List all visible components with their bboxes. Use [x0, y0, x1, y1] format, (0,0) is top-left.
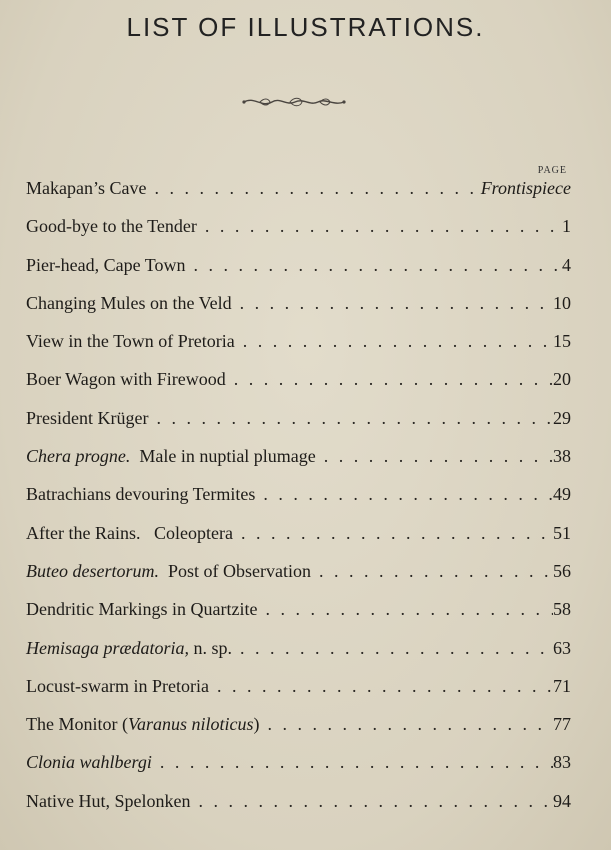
dot-leader — [186, 255, 562, 276]
list-item — [26, 293, 571, 331]
dot-leader — [197, 216, 562, 237]
illustration-title-part: View in the Town of Pretoria — [26, 331, 235, 352]
illustration-title-part: After the Rains. Coleoptera — [26, 522, 233, 543]
illustrations-list — [26, 178, 571, 829]
page-number: 15 — [553, 331, 571, 352]
illustration-title — [26, 331, 235, 352]
list-item — [26, 599, 571, 637]
illustration-title — [26, 216, 197, 237]
list-item — [26, 216, 571, 254]
illustration-title — [26, 676, 209, 697]
illustration-title-part: Varanus niloticus — [127, 714, 254, 735]
illustration-title-part: Makapan’s Cave — [26, 178, 147, 198]
illustration-title — [26, 791, 190, 812]
illustration-title-part: The Monitor ( — [26, 714, 128, 735]
list-item — [26, 446, 571, 484]
illustration-title-part: Clonia wahlbergi — [26, 752, 152, 773]
page-number: 29 — [553, 407, 571, 428]
illustration-title-part: Good-bye to the Tender — [26, 216, 197, 237]
dot-leader — [190, 791, 553, 812]
illustration-title — [26, 561, 311, 582]
list-item — [26, 178, 571, 216]
illustration-title — [26, 752, 152, 773]
illustration-title-part: n. sp. — [189, 637, 233, 658]
illustration-title-part: Boer Wagon with Firewood — [26, 369, 226, 390]
dot-leader — [260, 714, 554, 735]
illustration-title-part: Buteo desertorum. — [26, 560, 159, 581]
list-item — [26, 523, 571, 561]
page-number: 83 — [553, 752, 571, 773]
illustration-title-part: Chera progne. — [26, 446, 131, 467]
dot-leader — [255, 484, 553, 505]
page-number: 71 — [553, 675, 571, 696]
list-item — [26, 331, 571, 369]
page-number: 51 — [553, 522, 571, 543]
illustration-title-part: ) — [253, 714, 260, 735]
illustration-title — [26, 408, 148, 429]
illustration-title-part: Locust-swarm in Pretoria — [26, 675, 209, 696]
dot-leader — [311, 561, 553, 582]
page-number: 63 — [553, 637, 571, 658]
dot-leader — [232, 293, 553, 314]
dot-leader — [316, 446, 553, 467]
dot-leader — [152, 752, 553, 773]
page-number: 77 — [553, 714, 571, 735]
list-item — [26, 369, 571, 407]
illustration-title — [26, 446, 316, 467]
page-number: 20 — [553, 369, 571, 390]
illustration-title-part: Dendritic Markings in Quartzite — [26, 599, 258, 620]
illustration-title — [26, 293, 232, 314]
list-item — [26, 676, 571, 714]
illustration-title — [26, 255, 186, 276]
illustration-title — [26, 369, 226, 390]
list-item — [26, 255, 571, 293]
page-number: 38 — [553, 446, 571, 467]
list-item — [26, 791, 571, 829]
page-column-label: PAGE — [537, 165, 567, 176]
dot-leader — [209, 676, 553, 697]
illustration-title-part: Native Hut, Spelonken — [26, 790, 191, 811]
illustration-title-part: Male in nuptial plumage — [130, 446, 316, 467]
page-number: 4 — [562, 254, 571, 275]
dot-leader — [232, 638, 553, 659]
dot-leader — [233, 523, 553, 544]
illustration-title — [26, 178, 146, 199]
page-number: 58 — [553, 599, 571, 620]
illustration-title-part: Hemisaga prædatoria, — [26, 637, 190, 658]
illustration-title — [26, 523, 233, 544]
page-number: 1 — [562, 216, 571, 237]
list-item — [26, 752, 571, 790]
list-item — [26, 714, 571, 752]
dot-leader — [148, 408, 553, 429]
illustration-title — [26, 714, 260, 735]
list-item — [26, 638, 571, 676]
illustration-title — [26, 484, 255, 505]
page-title: LIST OF ILLUSTRATIONS. — [126, 12, 485, 42]
dot-leader — [257, 599, 553, 620]
illustration-title-part: President Krüger — [26, 407, 149, 428]
page-number: Frontispiece — [480, 178, 571, 198]
page-number: 56 — [553, 560, 571, 581]
dot-leader — [146, 178, 480, 199]
ornament-divider-icon — [240, 92, 350, 112]
illustration-title-part: Pier-head, Cape Town — [26, 254, 186, 275]
dot-leader — [235, 331, 553, 352]
page-number: 94 — [553, 790, 571, 811]
illustration-title-part: Post of Observation — [158, 560, 311, 581]
illustration-title-part: Batrachians devouring Termites — [26, 484, 256, 505]
list-item — [26, 408, 571, 446]
page-number: 10 — [553, 292, 571, 313]
illustration-title — [26, 599, 257, 620]
list-item — [26, 484, 571, 522]
dot-leader — [226, 369, 553, 390]
page-number: 49 — [553, 484, 571, 505]
illustration-title-part: Changing Mules on the Veld — [26, 292, 232, 313]
illustration-title — [26, 638, 232, 659]
list-item — [26, 561, 571, 599]
